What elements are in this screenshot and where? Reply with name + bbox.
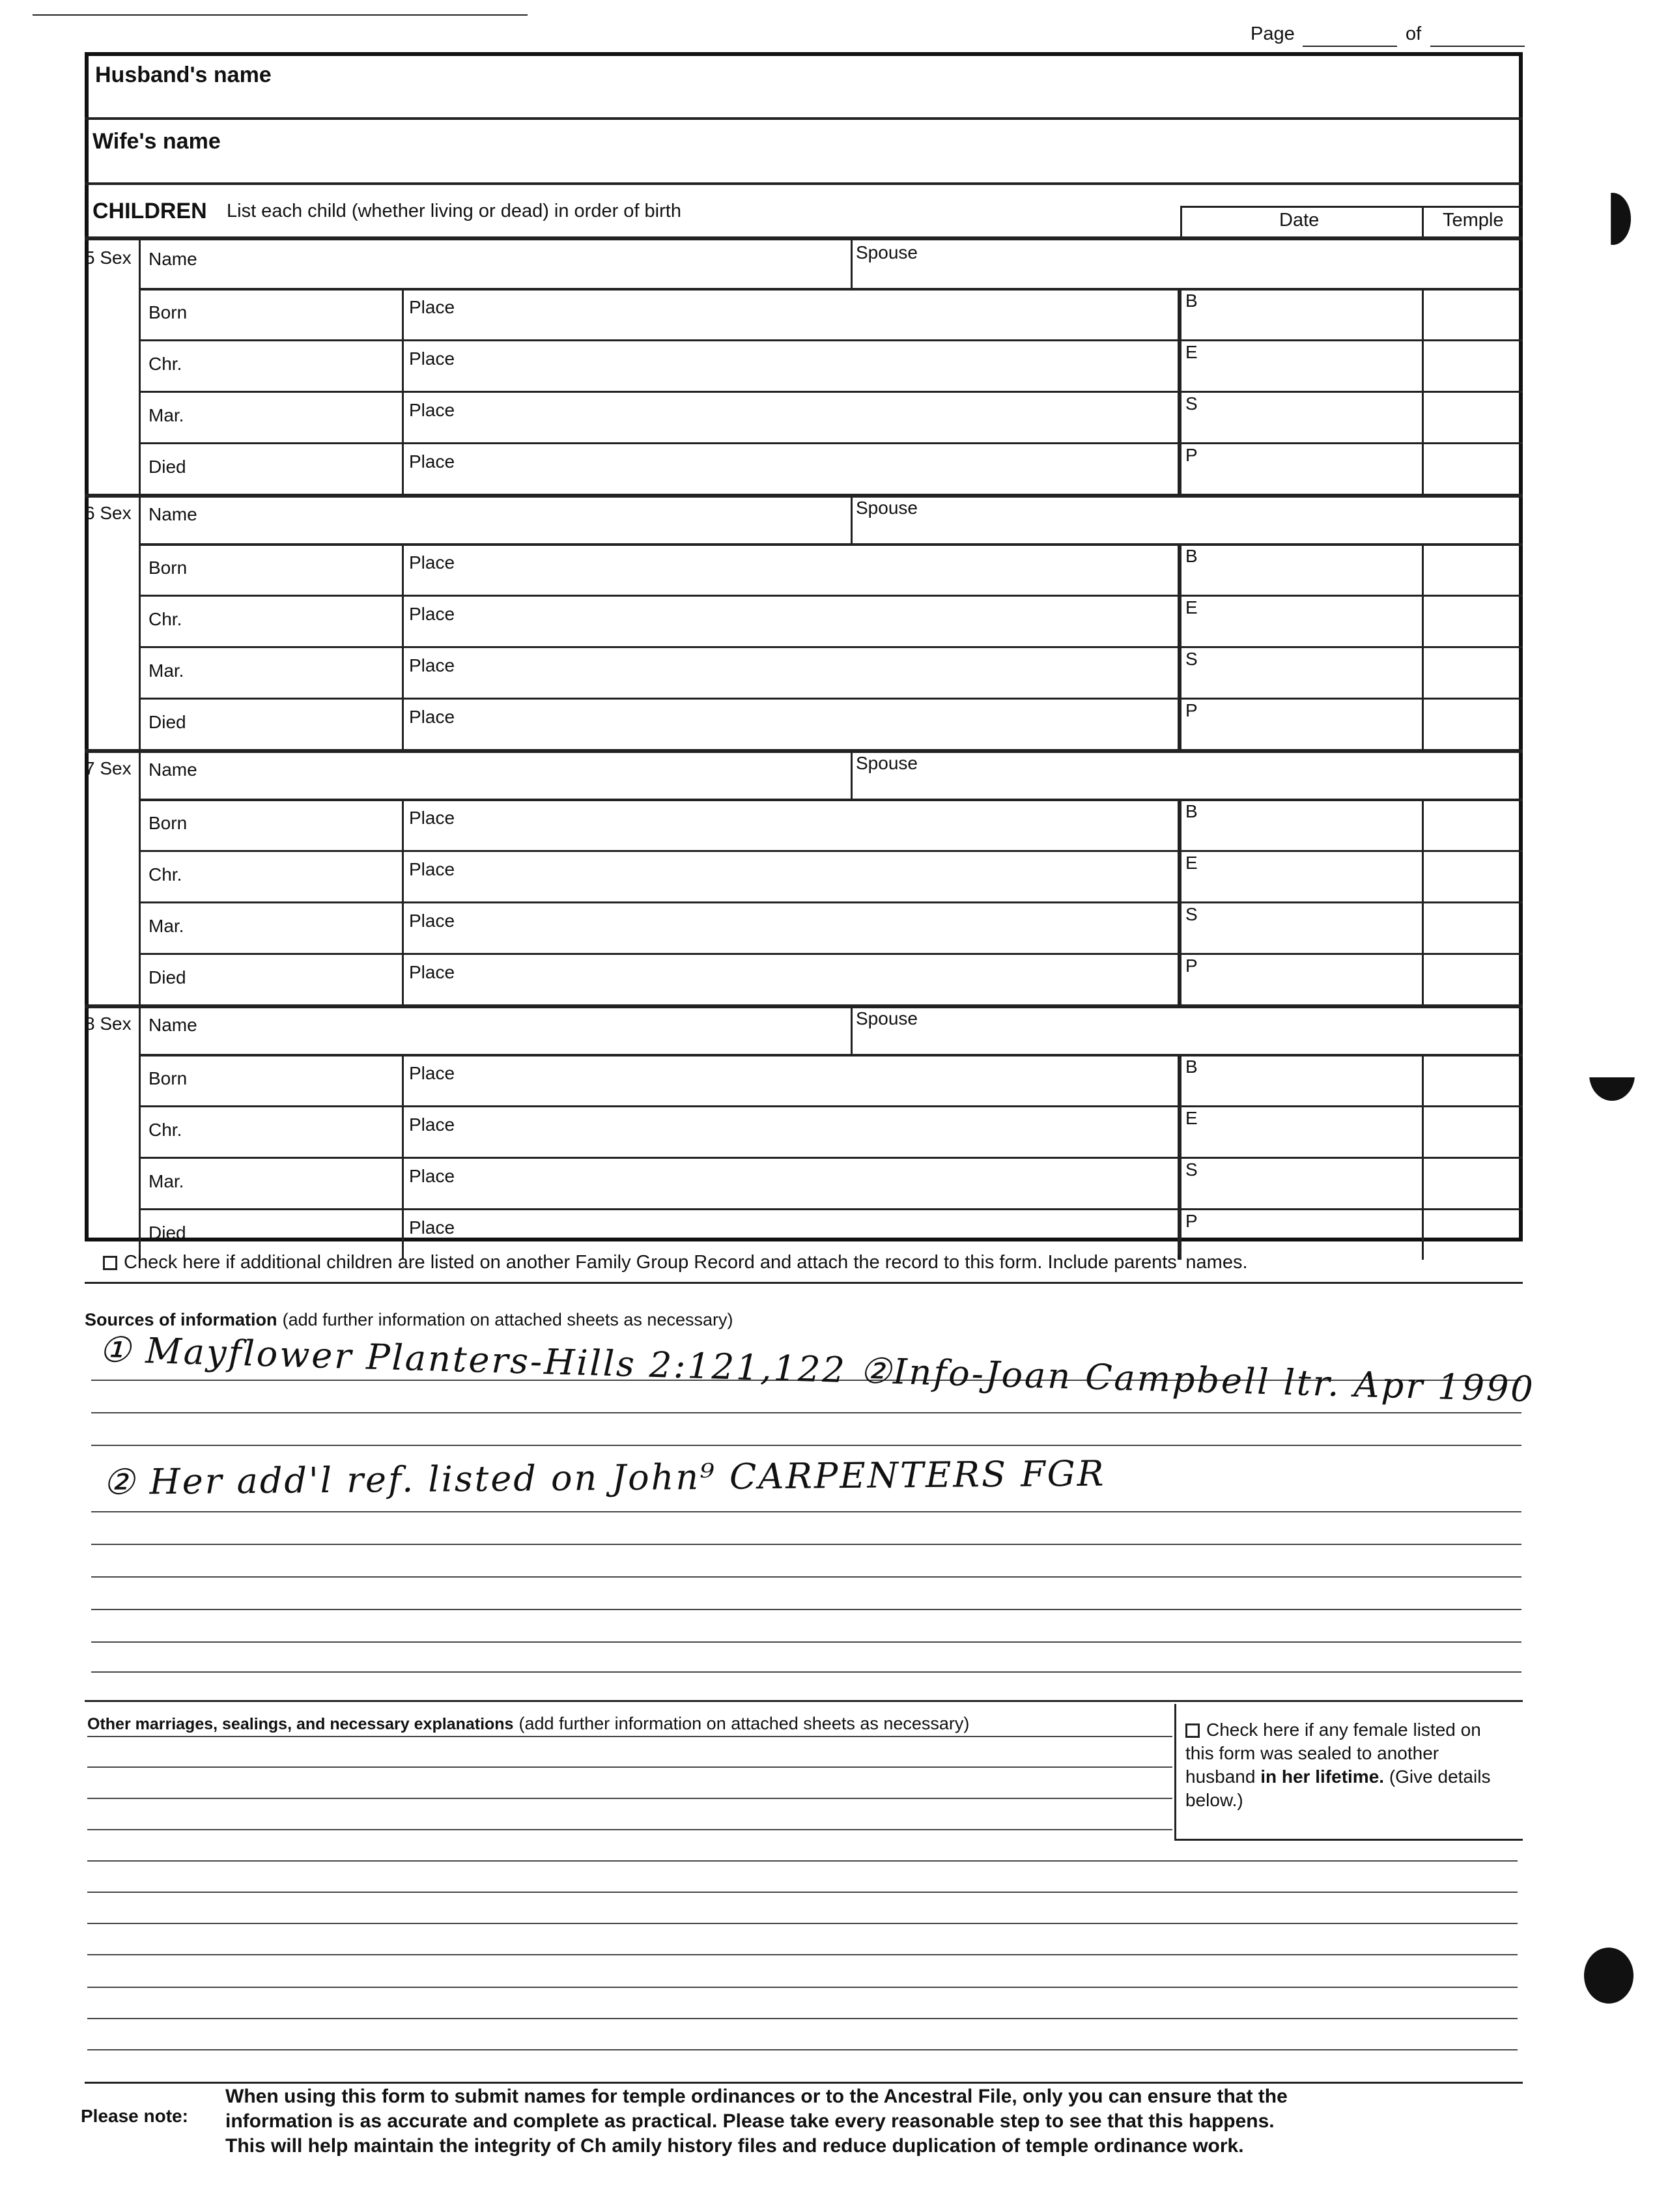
additional-children-checkbox[interactable] (103, 1256, 117, 1270)
place-label: Place (409, 1217, 455, 1238)
female-sealed-text-part1: Check here if any female listed on this form was sealed to another husband (1185, 1720, 1481, 1787)
place-label: Place (409, 962, 455, 982)
sources-ruled-line[interactable] (91, 1412, 1521, 1413)
event-date-field[interactable] (141, 698, 400, 749)
name-spouse-divider (851, 749, 853, 799)
female-sealed-checkbox[interactable] (1185, 1723, 1200, 1738)
temple-field[interactable] (1424, 339, 1519, 391)
temple-field[interactable] (1424, 543, 1519, 595)
event-label: Mar. (149, 916, 184, 936)
event-label: Chr. (149, 1120, 182, 1140)
ordinance-date-field[interactable] (1182, 850, 1420, 901)
ordinance-date-field[interactable] (1182, 1105, 1420, 1157)
event-label: Born (149, 302, 188, 322)
place-ordinance-divider (1178, 1054, 1181, 1260)
event-date-field[interactable] (141, 391, 400, 442)
temple-column-header: Temple (1443, 210, 1504, 231)
wife-divider (85, 182, 1523, 185)
child-spouse-field[interactable] (853, 749, 1519, 799)
child-number-sex-label: 6 Sex (85, 503, 132, 523)
sources-ruled-line[interactable] (91, 1544, 1521, 1545)
ordinance-letter: S (1185, 649, 1198, 669)
source-entry-2[interactable]: ② Her add'l ref. listed on John⁹ CARPENTERS FGR (102, 1453, 1106, 1503)
temple-field[interactable] (1424, 1208, 1519, 1260)
page-number-blank[interactable] (1303, 46, 1397, 47)
page-label: Page (1251, 23, 1295, 44)
ordinance-letter: P (1185, 1211, 1198, 1231)
other-marriages-ruled-line[interactable] (87, 1766, 1172, 1768)
sources-ruled-line[interactable] (91, 1445, 1521, 1446)
event-place-field[interactable] (404, 339, 1179, 391)
event-date-field[interactable] (141, 1105, 400, 1157)
place-label: Place (409, 1063, 455, 1083)
temple-field[interactable] (1424, 595, 1519, 646)
event-place-field[interactable] (404, 850, 1179, 901)
place-label: Place (409, 655, 455, 675)
child-name-field[interactable] (141, 749, 849, 799)
sources-heading-row (85, 1309, 733, 1331)
ordinance-letter: E (1185, 1108, 1198, 1128)
event-place-field[interactable] (404, 1105, 1179, 1157)
event-date-field[interactable] (141, 1157, 400, 1208)
event-label: Died (149, 967, 186, 987)
event-place-field[interactable] (404, 953, 1179, 1004)
event-label: Chr. (149, 864, 182, 885)
ordinance-date-field[interactable] (1182, 595, 1420, 646)
place-label: Place (409, 552, 455, 573)
event-label: Mar. (149, 405, 184, 425)
ordinance-date-field[interactable] (1182, 391, 1420, 442)
event-date-field[interactable] (141, 901, 400, 953)
place-label: Place (409, 348, 455, 369)
other-marriages-ruled-line[interactable] (87, 1954, 1518, 1955)
ordinance-temple-divider (1422, 799, 1424, 1004)
ordinance-letter: S (1185, 393, 1198, 414)
temple-field[interactable] (1424, 442, 1519, 494)
temple-field[interactable] (1424, 953, 1519, 1004)
child-name-field[interactable] (141, 1004, 849, 1054)
punch-hole-middle (1589, 1049, 1635, 1101)
event-label: Mar. (149, 1171, 184, 1191)
date-column-header: Date (1279, 210, 1320, 231)
top-scan-line (33, 14, 528, 16)
child-sex-field[interactable] (89, 749, 137, 799)
ordinance-letter: P (1185, 445, 1198, 465)
ordinance-letter: E (1185, 853, 1198, 873)
sources-ruled-line[interactable] (91, 1576, 1521, 1578)
event-date-field[interactable] (141, 799, 400, 850)
child-spouse-field[interactable] (853, 494, 1519, 543)
of-label: of (1406, 23, 1422, 44)
place-label: Place (409, 400, 455, 420)
name-spouse-divider (851, 1004, 853, 1054)
temple-field[interactable] (1424, 698, 1519, 749)
event-date-field[interactable] (141, 1054, 400, 1105)
event-place-field[interactable] (404, 1054, 1179, 1105)
punch-hole-top (1594, 193, 1631, 245)
ordinance-date-field[interactable] (1182, 901, 1420, 953)
event-label: Mar. (149, 660, 184, 681)
child-sex-field[interactable] (89, 238, 137, 288)
other-marriages-top-rule (85, 1700, 1523, 1702)
female-sealed-text-part2: (Give details below.) (1185, 1766, 1491, 1810)
footer-notice-line-3: This will help maintain the integrity of Ch amily history files and reduce duplication of temple ordinance work. (225, 2135, 1244, 2157)
child-number-sex-label: 7 Sex (85, 758, 132, 778)
child-spouse-field[interactable] (853, 238, 1519, 288)
place-label: Place (409, 808, 455, 828)
ordinance-date-field[interactable] (1182, 1054, 1420, 1105)
event-place-field[interactable] (404, 288, 1179, 339)
footer-notice-line-1: When using this form to submit names for temple ordinances or to the Ancestral File, only you can ensure that the (225, 2086, 1288, 2107)
children-instruction: List each child (whether living or dead) in order of birth (227, 201, 681, 221)
place-label: Place (409, 707, 455, 727)
event-place-field[interactable] (404, 391, 1179, 442)
child-name-label: Name (149, 504, 197, 524)
event-date-field[interactable] (141, 953, 400, 1004)
date-place-divider (402, 543, 404, 749)
source-entry-1[interactable]: ① Mayflower Planters-Hills 2:121,122 ②Info-Joan Campbell ltr. Apr 1990 (98, 1329, 1536, 1410)
ordinance-date-field[interactable] (1182, 1157, 1420, 1208)
temple-field[interactable] (1424, 1054, 1519, 1105)
event-label: Died (149, 1223, 186, 1243)
event-date-field[interactable] (141, 339, 400, 391)
other-marriages-ruled-line[interactable] (87, 1860, 1518, 1862)
temple-field[interactable] (1424, 391, 1519, 442)
husband-divider (85, 117, 1523, 120)
place-label: Place (409, 451, 455, 472)
child-sex-field[interactable] (89, 1004, 137, 1054)
child-spouse-label: Spouse (856, 753, 918, 773)
total-pages-blank[interactable] (1430, 46, 1525, 47)
place-label: Place (409, 859, 455, 879)
event-label: Chr. (149, 609, 182, 629)
place-label: Place (409, 604, 455, 624)
other-marriages-ruled-line[interactable] (87, 1736, 1172, 1737)
place-label: Place (409, 1114, 455, 1135)
ordinance-date-field[interactable] (1182, 288, 1420, 339)
child-spouse-field[interactable] (853, 1004, 1519, 1054)
event-date-field[interactable] (141, 646, 400, 698)
event-date-field[interactable] (141, 595, 400, 646)
ordinance-letter: S (1185, 1159, 1198, 1180)
place-label: Place (409, 911, 455, 931)
ordinance-temple-divider (1422, 543, 1424, 749)
ordinance-date-field[interactable] (1182, 698, 1420, 749)
additional-children-text: Check here if additional children are listed on another Family Group Record and attach the record to this form. Include parents' names. (124, 1252, 1248, 1273)
name-spouse-divider (851, 238, 853, 288)
other-marriages-ruled-line[interactable] (87, 1829, 1172, 1830)
ordinance-date-field[interactable] (1182, 646, 1420, 698)
ordinance-letter: E (1185, 597, 1198, 617)
date-place-divider (402, 1054, 404, 1260)
child-spouse-label: Spouse (856, 498, 918, 518)
ordinance-letter: B (1185, 801, 1198, 821)
child-spouse-label: Spouse (856, 242, 918, 262)
date-place-divider (402, 288, 404, 494)
other-marriages-instruction: (add further information on attached sheets as necessary) (518, 1714, 970, 1733)
husbands-name-label: Husband's name (95, 63, 272, 87)
temple-field[interactable] (1424, 288, 1519, 339)
footer-notice-line-2: information is as accurate and complete as practical. Please take every reasonable step to see that this happens. (225, 2110, 1275, 2132)
other-marriages-heading-row (87, 1713, 969, 1735)
date-place-divider (402, 799, 404, 1004)
additional-children-row (103, 1252, 1248, 1273)
ordinance-date-field[interactable] (1182, 953, 1420, 1004)
event-label: Died (149, 712, 186, 732)
other-marriages-ruled-line[interactable] (87, 1892, 1518, 1893)
ordinance-date-field[interactable] (1182, 543, 1420, 595)
sources-heading: Sources of information (85, 1310, 277, 1329)
child-name-label: Name (149, 249, 197, 269)
ordinance-letter: P (1185, 700, 1198, 720)
ordinance-date-field[interactable] (1182, 799, 1420, 850)
other-marriages-ruled-line[interactable] (87, 1987, 1518, 1988)
event-place-field[interactable] (404, 543, 1179, 595)
child-name-label: Name (149, 759, 197, 780)
child-sex-field[interactable] (89, 494, 137, 543)
female-sealed-text-bold: in her lifetime. (1260, 1766, 1385, 1787)
temple-field[interactable] (1424, 1157, 1519, 1208)
event-label: Born (149, 1068, 188, 1088)
other-marriages-ruled-line[interactable] (87, 1798, 1172, 1799)
child-number-sex-label: 5 Sex (85, 248, 132, 268)
event-label: Chr. (149, 354, 182, 374)
temple-field[interactable] (1424, 799, 1519, 850)
temple-field[interactable] (1424, 646, 1519, 698)
sources-ruled-line[interactable] (91, 1609, 1521, 1610)
ordinance-date-field[interactable] (1182, 442, 1420, 494)
other-marriages-ruled-line[interactable] (87, 2018, 1518, 2019)
temple-field[interactable] (1424, 850, 1519, 901)
child-number-sex-label: 8 Sex (85, 1014, 132, 1034)
date-temple-divider (1422, 206, 1424, 238)
child-name-field[interactable] (141, 238, 849, 288)
children-heading: CHILDREN (92, 199, 207, 223)
temple-field[interactable] (1424, 1105, 1519, 1157)
child-spouse-label: Spouse (856, 1008, 918, 1028)
ordinance-temple-divider (1422, 288, 1424, 494)
ordinance-date-field[interactable] (1182, 339, 1420, 391)
temple-field[interactable] (1424, 901, 1519, 953)
sources-instruction: (add further information on attached sheets as necessary) (282, 1310, 733, 1329)
event-place-field[interactable] (404, 901, 1179, 953)
other-marriages-heading: Other marriages, sealings, and necessary explanations (87, 1715, 514, 1733)
place-label: Place (409, 1166, 455, 1186)
footer-notice (225, 2084, 1521, 2159)
child-name-field[interactable] (141, 494, 849, 543)
event-place-field[interactable] (404, 799, 1179, 850)
event-date-field[interactable] (141, 288, 400, 339)
ordinance-letter: E (1185, 342, 1198, 362)
sources-ruled-line[interactable] (91, 1641, 1521, 1643)
ordinance-letter: P (1185, 956, 1198, 976)
husbands-name-field[interactable] (89, 56, 1519, 116)
place-ordinance-divider (1178, 543, 1181, 749)
place-ordinance-divider (1178, 799, 1181, 1004)
other-marriages-ruled-line[interactable] (87, 1923, 1518, 1924)
event-place-field[interactable] (404, 595, 1179, 646)
ordinance-temple-divider (1422, 1054, 1424, 1260)
event-place-field[interactable] (404, 646, 1179, 698)
sources-top-rule (85, 1282, 1523, 1284)
event-label: Died (149, 457, 186, 477)
event-place-field[interactable] (404, 698, 1179, 749)
event-date-field[interactable] (141, 543, 400, 595)
please-note-label: Please note: (81, 2106, 188, 2126)
event-place-field[interactable] (404, 1157, 1179, 1208)
wifes-name-field[interactable] (89, 121, 1519, 181)
ordinance-letter: B (1185, 1056, 1198, 1077)
place-ordinance-divider (1178, 288, 1181, 494)
sources-ruled-line[interactable] (91, 1671, 1521, 1673)
wifes-name-label: Wife's name (92, 129, 221, 154)
ordinance-letter: B (1185, 291, 1198, 311)
name-spouse-divider (851, 494, 853, 543)
other-marriages-ruled-line[interactable] (87, 2049, 1518, 2050)
place-label: Place (409, 297, 455, 317)
event-date-field[interactable] (141, 850, 400, 901)
event-label: Born (149, 813, 188, 833)
ordinance-letter: S (1185, 904, 1198, 924)
sources-ruled-line[interactable] (91, 1511, 1521, 1512)
footer-top-rule (85, 2082, 1523, 2084)
child-name-label: Name (149, 1015, 197, 1035)
event-date-field[interactable] (141, 442, 400, 494)
event-place-field[interactable] (404, 442, 1179, 494)
event-label: Born (149, 558, 188, 578)
female-sealed-text (1185, 1718, 1492, 1812)
ordinance-letter: B (1185, 546, 1198, 566)
punch-hole-bottom (1584, 1948, 1634, 2004)
